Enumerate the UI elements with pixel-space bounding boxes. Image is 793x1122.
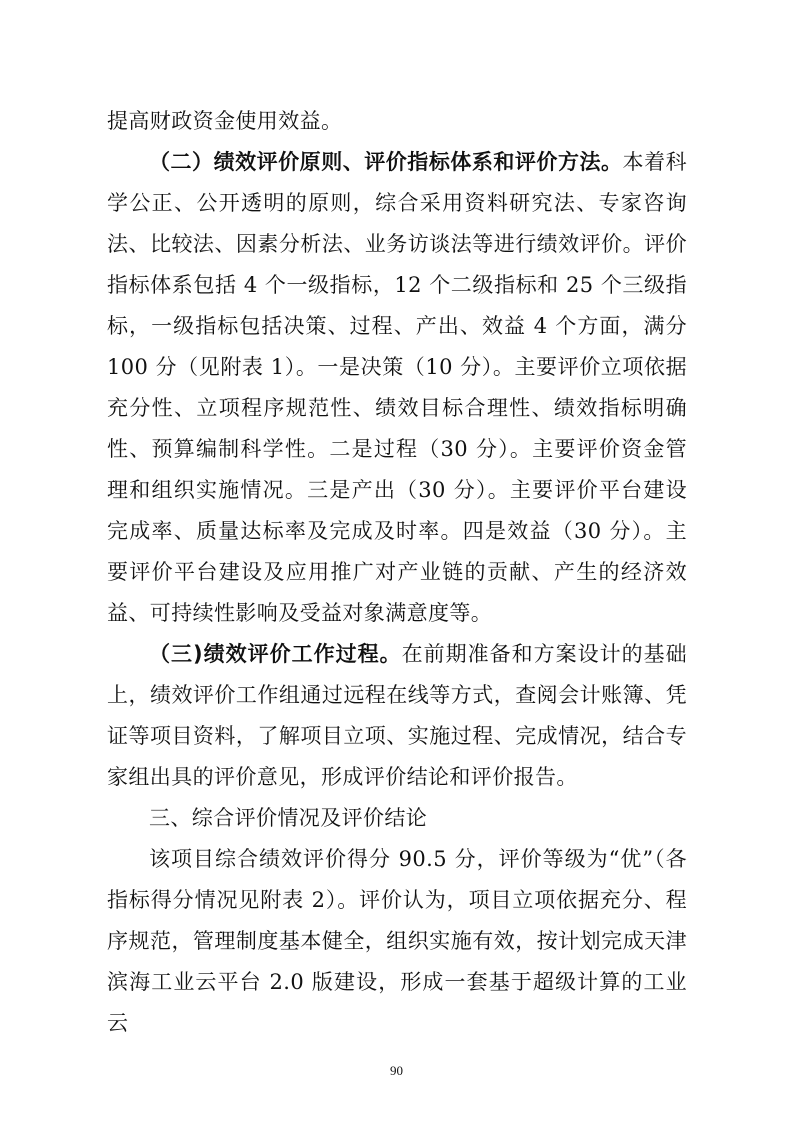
page-content	[107, 101, 687, 1044]
subheading-evaluation-process: （三)绩效评价工作过程。	[149, 642, 402, 666]
subheading-evaluation-methods: （二）绩效评价原则、评价指标体系和评价方法。	[149, 150, 623, 174]
paragraph-conclusion: 该项目综合绩效评价得分 90.5 分，评价等级为“优”（各指标得分情况见附表 2）。评价认为，项目立项依据充分、程序规范，管理制度基本健全，组织实施有效，按计划完成天津滨海工业云平台 2.0 版建设，形成一套基于超级计算的工业云	[107, 847, 687, 1035]
paragraph-evaluation-process	[107, 634, 687, 798]
paragraph-evaluation-methods	[107, 142, 687, 634]
page-number: 90	[390, 1063, 403, 1078]
paragraph-continuation: 提高财政资金使用效益。	[107, 109, 343, 133]
section-heading: 三、综合评价情况及评价结论	[149, 806, 428, 830]
paragraph-evaluation-methods-body: 本着科学公正、公开透明的原则，综合采用资料研究法、专家咨询法、比较法、因素分析法、业务访谈法等进行绩效评价。评价指标体系包括 4 个一级指标，12 个二级指标和 25 个三级指标，一级指标包括决策、过程、产出、效益 4 个方面，满分 100 分（见附表 1）。一是决策（10 分）。主要评价立项依据充分性、立项程序规范性、绩效目标合理性、绩效指标明确性、预算编制科学性。二是过程（30 分）。主要评价资金管理和组织实施情况。三是产出（30 分）。主要评价平台建设完成率、质量达标率及完成及时率。四是效益（30 分）。主要评价平台建设及应用推广对产业链的贡献、产生的经济效益、可持续性影响及受益对象满意度等。	[107, 150, 687, 625]
paragraph-evaluation-process-body: 在前期准备和方案设计的基础上，绩效评价工作组通过远程在线等方式，查阅会计账簿、凭证等项目资料，了解项目立项、实施过程、完成情况，结合专家组出具的评价意见，形成评价结论和评价报告。	[107, 642, 687, 789]
